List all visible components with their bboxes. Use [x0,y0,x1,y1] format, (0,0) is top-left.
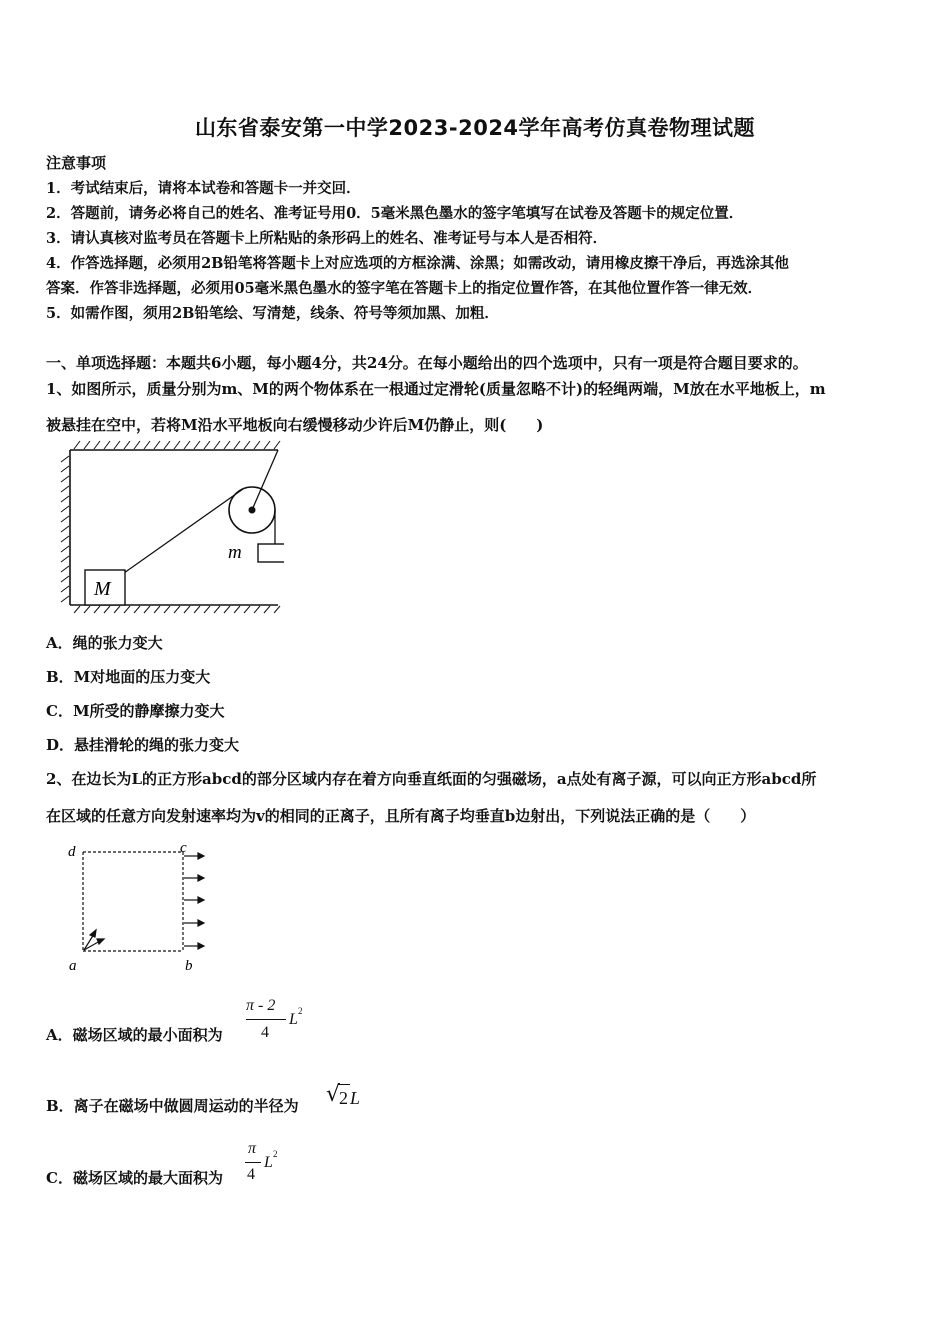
notice-item-1: 1．考试结束后，请将本试卷和答题卡一并交回． [46,180,361,197]
rope-to-M [124,489,243,573]
notice-item-3: 3．请认真核对监考员在答题卡上所粘贴的条形码上的姓名、准考证号与本人是否相符． [46,230,608,247]
block-m [258,544,284,562]
q2-option-a[interactable]: A．磁场区域的最小面积为 [46,1026,223,1044]
q1-stem-line1: 1、如图所示，质量分别为m、M的两个物体系在一根通过定滑轮(质量忽略不计)的轻绳两端，M放在水平地板上，m [46,380,826,398]
q2-option-c[interactable]: C．磁场区域的最大面积为 [46,1169,223,1187]
notice-item-2: 2．答题前，请务必将自己的姓名、准考证号用0．5毫米黑色墨水的签字笔填写在试卷及答题卡的规定位置． [46,205,744,222]
q2-option-b[interactable]: B．离子在磁场中做圆周运动的半径为 [46,1097,299,1115]
label-m: m [228,542,242,563]
support-rope [252,450,278,510]
notice-item-4-cont: 答案．作答非选择题，必须用05毫米黑色墨水的签字笔在答题卡上的指定位置作答，在其他位置作答一律无效． [46,280,763,297]
q1-stem-line2: 被悬挂在空中，若将M沿水平地板向右缓慢移动少许后M仍静止，则( ) [46,416,544,434]
q1-option-d[interactable]: D．悬挂滑轮的绳的张力变大 [46,736,240,754]
label-a: a [69,958,77,974]
notice-item-4: 4．作答选择题，必须用2B铅笔将答题卡上对应选项的方框涂满、涂黑；如需改动，请用橡皮擦干净后，再选涂其他 [46,255,789,272]
q2-b-radical: √ [326,1082,341,1107]
q2-c-var: L [264,1154,273,1171]
q2-stem-line1: 2、在边长为L的正方形abcd的部分区域内存在着方向垂直纸面的匀强磁场，a点处有离子源，可以向正方形abcd所 [46,770,817,788]
q2-b-var: L [350,1088,361,1108]
q2-b-radicand: 2 [339,1088,348,1108]
q2-c-denominator: 4 [247,1166,255,1183]
q2-c-numerator: π [248,1140,257,1157]
notice-heading: 注意事项 [46,154,107,172]
ceiling-hatch [74,441,280,449]
label-M: M [94,578,111,600]
q2-a-fraction-bar [246,1019,286,1020]
notice-item-5: 5．如需作图，须用2B铅笔绘、写清楚，线条、符号等须加黑、加粗． [46,305,499,322]
section-heading: 一、单项选择题：本题共6小题，每小题4分，共24分。在每小题给出的四个选项中，只有一项是符合题目要求的。 [46,354,808,372]
q2-a-exponent: 2 [298,1006,303,1016]
q1-option-a[interactable]: A．绳的张力变大 [46,634,163,652]
q2-a-var: L [289,1011,298,1028]
page-title: 山东省泰安第一中学2023-2024学年高考仿真卷物理试题 [194,116,756,140]
wall-hatch [61,456,69,602]
q2-square-figure [62,838,218,976]
q1-option-b[interactable]: B．M对地面的压力变大 [46,668,211,686]
floor-hatch [74,606,280,613]
label-c: c [180,840,187,856]
q2-b-radical-bar [338,1084,350,1085]
q2-a-numerator: π - 2 [246,997,276,1014]
q1-option-c[interactable]: C．M所受的静摩擦力变大 [46,702,225,720]
label-d: d [68,844,76,860]
pulley-axle [249,507,256,514]
q2-a-denominator: 4 [261,1024,269,1041]
q2-c-exponent: 2 [273,1149,278,1159]
q2-c-fraction-bar [245,1162,261,1163]
exit-arrows [184,853,204,949]
q2-stem-line2: 在区域的任意方向发射速率均为v的相同的正离子，且所有离子均垂直b边射出，下列说法正确的是（ ） [46,807,756,825]
label-b: b [185,958,193,974]
emission-arrows [84,930,104,950]
q1-pulley-figure [52,440,284,618]
